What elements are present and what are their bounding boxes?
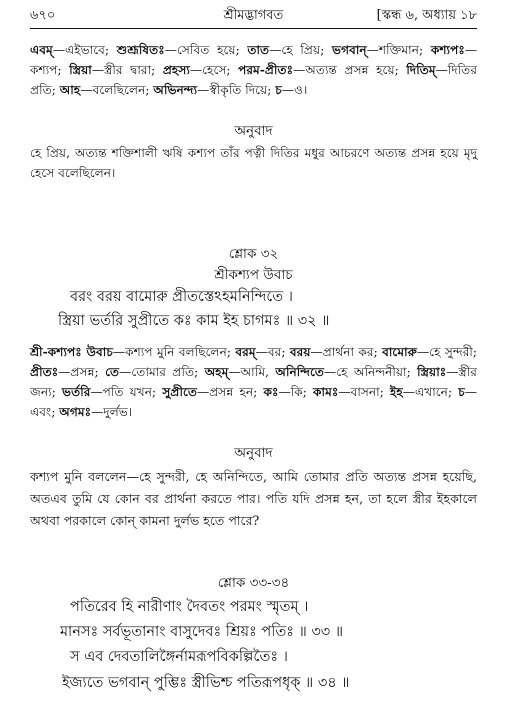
verse-32-line-2: স্ত্রিয়া ভর্তরি সুপ্রীতে কঃ কাম ইহ চাগমঃ ॥ ৩২ ॥ xyxy=(58,313,330,329)
translation-32: কশ্যপ মুনি বললেন—হে সুন্দরী, হে অনিন্দিতে, আমি তোমার প্রতি অত্যন্ত প্রসন্ন হয়েছি, অতএব তুমি যে কোন বর প্রার্থনা করতে পার। পতি যদি প্রসন্ন হন, তা হলে স্ত্রীর ইহকালে অথবা পরকালে কোন্ কামনা দুর্লভ হতে পারে? xyxy=(30,469,477,528)
verse-33-line-2: মানসঃ সর্বভূতানাং বাসুদেবঃ শ্রিয়ঃ পতিঃ ॥ ৩৩ ॥ xyxy=(60,624,344,640)
canto-chapter-label: [স্কন্ধ ৬, অধ্যায় ১৮ xyxy=(376,8,477,23)
verse-32-heading: শ্লোক ৩২ xyxy=(228,246,279,262)
synonyms-32: শ্রী-কশ্যপঃ উবাচ—কশ্যপ মুনি বলছিলেন; বরম্—বর; বরয়—প্রার্থনা কর; বামোরু—হে সুন্দরী; প্রীতঃ—প্রসন্ন; তে—তোমার প্রতি; অহম্—আমি, অনিন্দিতে—হে অনিন্দনীয়া; স্ত্রিয়াঃ—স্ত্রীর জন্য; ভর্তরি—পতি যখন; সুপ্রীতে—প্রসন্ন হন; কঃ—কি; কামঃ—বাসনা; ইহ—এখানে; চ—এবং; অগমঃ—দুর্লভ। xyxy=(30,345,478,419)
translation-31: হে প্রিয়, অত্যন্ত শক্তিশালী ঋষি কশ্যপ তাঁর পত্নী দিতির মধুর আচরণে অত্যন্ত প্রসন্ন হয়ে মৃদু হেসে বলেছিলেন। xyxy=(30,146,477,180)
verse-34-line-2: ইজ্যতে ভগবান্ পুম্ভিঃ স্ত্রীভিশ্চ পতিরূপধৃক্ ॥ ৩৪ ॥ xyxy=(62,675,350,691)
translation-heading: অনুবাদ xyxy=(234,445,273,461)
verse-33-34-heading: শ্লোক ৩৩-৩৪ xyxy=(217,575,290,591)
verse-32-line-1: বরং বরয় বামোরু প্রীতস্তেঽহমনিন্দিতে । xyxy=(70,289,293,305)
header-rule xyxy=(30,28,477,29)
verse-33-line-1: পতিরেব হি নারীণাং দৈবতং পরমং স্মৃতম্ । xyxy=(70,599,309,615)
book-title: শ্রীমদ্ভাগবত xyxy=(223,8,284,23)
verse-32-speaker: শ্রীকশ্যপ উবাচ xyxy=(214,267,293,283)
translation-heading: অনুবাদ xyxy=(234,123,273,139)
verse-34-line-1: স এব দেবতালিঙ্গৈর্নামরূপবিকল্পিতৈঃ । xyxy=(70,649,288,665)
page-header xyxy=(30,6,477,28)
synonyms-31: এবম্—এইভাবে; শুশ্রূষিতঃ—সেবিত হয়ে; তাত—হে প্রিয়; ভগবান্—শক্তিমান; কশ্যপঃ—কশ্যপ; স্ত্রিয়া—স্ত্রীর দ্বারা; প্রহস্য—হেসে; পরম-প্রীতঃ—অত্যন্ত প্রসন্ন হয়ে; দিতিম্—দিতির প্রতি; আহ—বলেছিলেন; অভিনন্দ্য—স্বীকৃতি দিয়ে; চ—ও। xyxy=(30,43,478,97)
page-number: ৬৭০ xyxy=(30,8,56,23)
